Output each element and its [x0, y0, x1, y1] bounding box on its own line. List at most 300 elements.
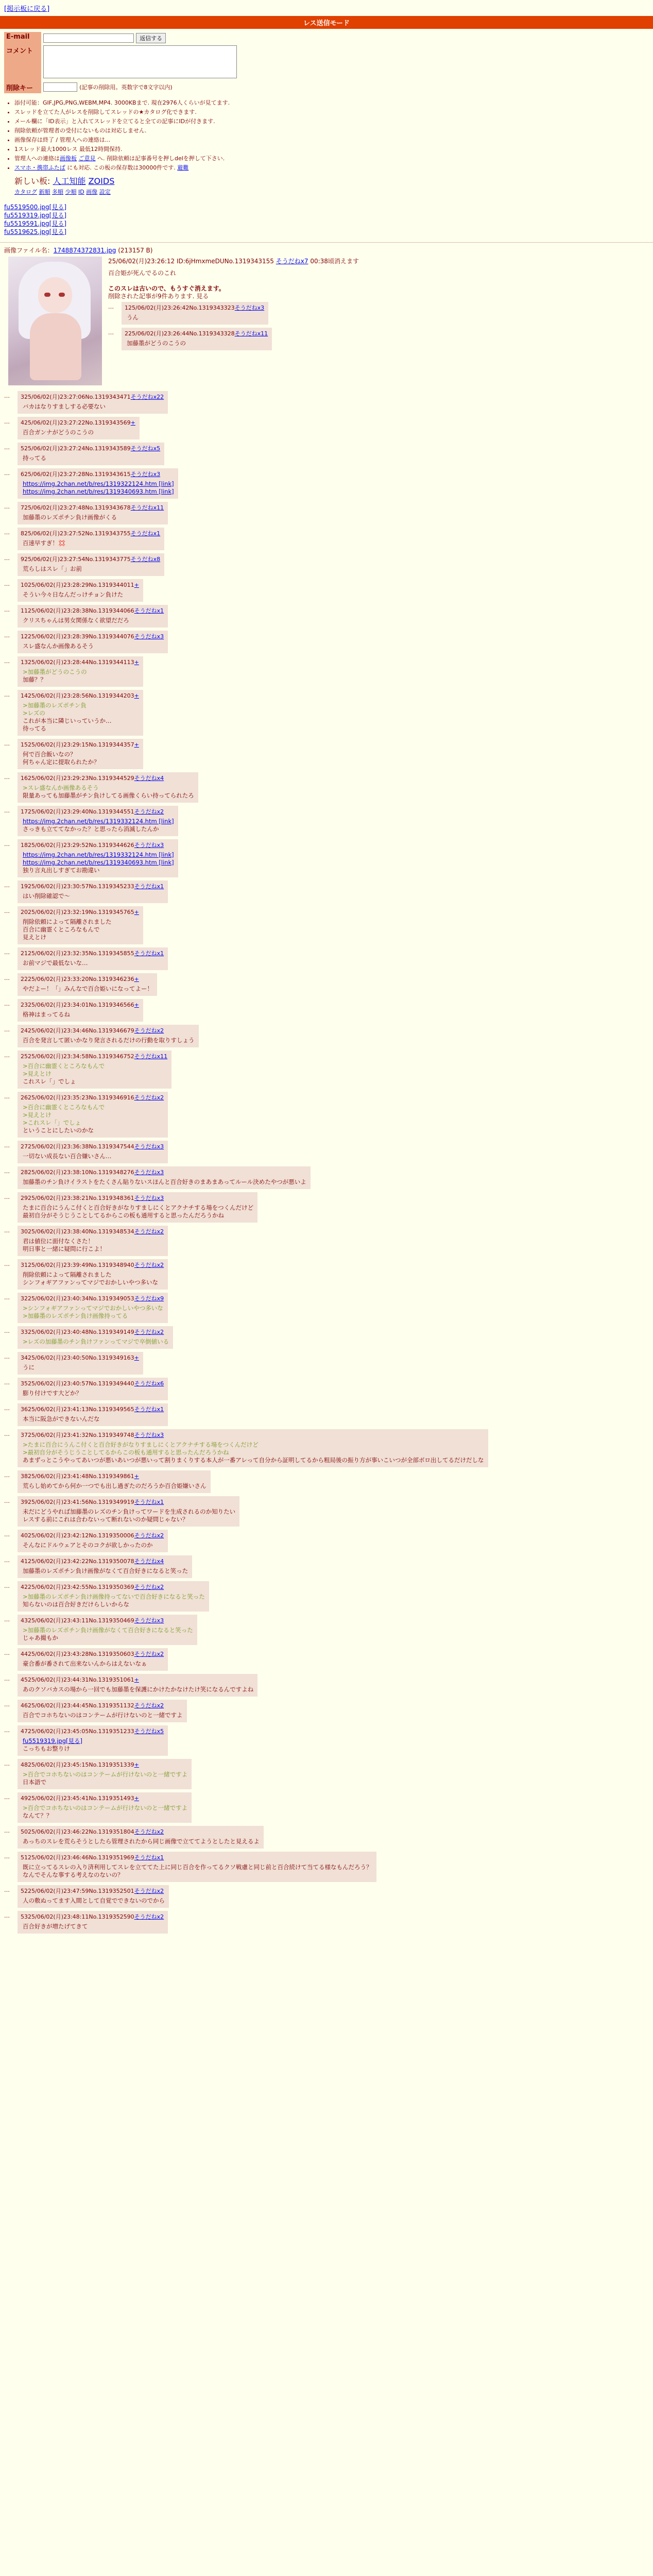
reply-indent: …	[4, 1026, 10, 1033]
reply-body	[21, 1506, 235, 1523]
reply-body	[21, 849, 174, 874]
sodane-button[interactable]: +	[134, 659, 139, 666]
op-image-file-link[interactable]: 1748874372831.jpg	[53, 247, 116, 254]
reply-line	[23, 851, 174, 859]
reply-header	[21, 1617, 193, 1624]
catalog-link[interactable]: 画像	[86, 189, 98, 195]
reply-line: 見えとけ	[23, 934, 46, 941]
reply-indent: …	[4, 1498, 10, 1504]
reply-header	[21, 419, 135, 427]
reply-header	[125, 304, 264, 312]
new-board-line: 新しい板: 人工知能 ZOIDS	[14, 176, 115, 186]
reply-quote: >見えとけ	[23, 1111, 51, 1118]
catalog-link[interactable]: ID	[78, 189, 84, 195]
reply-date: 1025/06/02(月)23:28:29No.1319344011	[21, 582, 134, 588]
sodane-button[interactable]: そうだねx2	[134, 1532, 164, 1539]
sodane-button[interactable]: +	[134, 1676, 139, 1683]
reply-indent: …	[4, 1194, 10, 1200]
rule-link[interactable]: ご意見	[78, 155, 96, 162]
sodane-button[interactable]: そうだねx3	[134, 842, 164, 849]
reply-line: 百合好きが増たげてきて	[23, 1923, 88, 1930]
rule-item: • 削除依頼が管理者の受付にないものは対応しません.	[14, 126, 653, 134]
divider	[0, 242, 653, 243]
reply-date: 3125/06/02(月)23:39:49No.1319348940	[21, 1262, 134, 1268]
sodane-button[interactable]: +	[134, 976, 139, 982]
reply-indent: …	[4, 632, 10, 639]
catalog-link[interactable]: 新順	[39, 189, 50, 195]
reply-line: 百合ガンナがどうのこうの	[23, 429, 94, 436]
reply-line: 既に立ってるスレの入り済利用してスレを立ててた上に同じ百合を作ってるクソ戦慮と同じ前と百合続けて当てる様なもんだろう？	[23, 1863, 372, 1871]
sodane-button[interactable]: +	[134, 1473, 139, 1480]
op-sodane-button[interactable]: そうだねx7	[276, 258, 308, 265]
reply-body	[21, 749, 139, 766]
reply-header	[21, 1498, 235, 1506]
reply-header	[21, 530, 160, 537]
reply-date: 3725/06/02(月)23:41:32No.1319349748	[21, 1432, 134, 1438]
related-thread-link[interactable]: fu5519591.jpg[見る]	[4, 220, 67, 227]
reply-url-link[interactable]: https://img.2chan.net/b/res/1319332124.htm [link]	[23, 851, 174, 858]
reply-date: 2525/06/02(月)23:34:58No.1319346752	[21, 1053, 134, 1060]
reply-line: 最初自分がそうじうことしてるからこの板も通用すると思ったんだろうかね	[23, 1212, 224, 1219]
reply-row	[4, 1139, 649, 1165]
reply-line: 一切ない成長ない百合嫌いさん…	[23, 1153, 112, 1160]
reply-header	[21, 1053, 167, 1060]
sodane-button[interactable]: そうだねx2	[134, 1888, 164, 1894]
reply	[18, 1429, 488, 1467]
reply-indent: …	[4, 1887, 10, 1893]
reply-row	[4, 838, 649, 879]
reply-row	[4, 771, 649, 804]
reply-body	[21, 1684, 253, 1693]
reply	[18, 528, 164, 550]
reply-row	[4, 1647, 649, 1672]
reply-file-link[interactable]: fu5519319.jpg[見る]	[23, 1737, 82, 1744]
reply	[18, 1674, 257, 1697]
reply-body	[21, 452, 160, 462]
reply-header	[21, 1328, 169, 1336]
reply-date: 3025/06/02(月)23:38:40No.1319348534	[21, 1228, 134, 1235]
reply-date: 4625/06/02(月)23:44:45No.1319351132	[21, 1702, 134, 1709]
sodane-button[interactable]: そうだねx11	[130, 504, 164, 511]
reply-line: 百合でコホちないのはコンテームが行けないのと一緒ですよ	[23, 1711, 183, 1719]
sodane-button[interactable]: そうだねx2	[134, 808, 164, 815]
reply-line: 加藤墨のチン負けイラストをたくさん貼りないスほんと百合好きのまあまあってルール決めたやつが悪いよ	[23, 1178, 306, 1185]
reply-line: なんて？？	[23, 1812, 53, 1819]
sodane-button[interactable]: そうだねx1	[134, 1854, 164, 1861]
sodane-button[interactable]: そうだねx1	[134, 607, 164, 614]
sodane-button[interactable]: そうだねx2	[134, 1913, 164, 1920]
reply-row	[4, 1791, 649, 1824]
reply-indent: …	[4, 1052, 10, 1059]
reply-line: 格神はまってるね	[23, 1011, 70, 1018]
reply-header	[21, 1650, 164, 1658]
reply-row	[4, 1698, 649, 1724]
reply-date: 2325/06/02(月)23:34:01No.1319346566	[21, 1002, 134, 1008]
reply-body	[21, 1836, 260, 1845]
reply-header	[21, 1027, 195, 1035]
reply-header	[21, 1194, 253, 1202]
sodane-button[interactable]: そうだねx3	[234, 304, 265, 311]
rule-item: • 1スレッド最大1000レス 最低12時間保持.	[14, 145, 653, 153]
sodane-button[interactable]: そうだねx3	[134, 1617, 164, 1624]
sodane-button[interactable]: そうだねx3	[134, 1169, 164, 1176]
reply-quote: >たまに百合にうんこ付くと百合好きがなりすましにくとアクナチする場をつくんだけど	[23, 1441, 259, 1448]
reply-body	[21, 1176, 306, 1186]
reply-body	[21, 401, 164, 411]
delkey-input[interactable]	[43, 82, 77, 92]
reply-row	[4, 441, 649, 467]
reply-line: 加藤墨がどうのこうの	[127, 340, 186, 347]
catalog-links	[14, 188, 653, 196]
reply	[18, 690, 143, 736]
reply-indent: …	[4, 1701, 10, 1708]
reply-indent: …	[4, 841, 10, 848]
reply-indent: …	[4, 691, 10, 698]
reply-line: 百合を発言して匿いかなり発言されるだけの行動を取りすしょう	[23, 1037, 195, 1044]
reply-body	[21, 1861, 372, 1879]
sodane-button[interactable]: +	[134, 1354, 139, 1361]
reply-date: 325/06/02(月)23:27:06No.1319343471	[21, 394, 131, 400]
reply-header	[21, 1143, 164, 1150]
sodane-button[interactable]: そうだねx1	[130, 530, 161, 537]
reply-row	[4, 1672, 649, 1698]
reply-row	[4, 1023, 649, 1049]
related-thread-link[interactable]: fu5519625.jpg[見る]	[4, 228, 67, 235]
reply-indent: …	[4, 1472, 10, 1479]
catalog-link[interactable]: カタログ	[14, 189, 37, 195]
reply-header	[21, 908, 139, 916]
reply-body	[21, 1802, 187, 1820]
rule-link[interactable]: 画像板	[60, 155, 77, 162]
reply-row	[4, 1909, 649, 1935]
sodane-button[interactable]: そうだねx4	[134, 775, 164, 782]
reply-header	[21, 1676, 253, 1684]
reply-body	[21, 1565, 188, 1575]
sodane-button[interactable]: +	[134, 909, 139, 916]
reply-date: 725/06/02(月)23:27:48No.1319343678	[21, 504, 131, 511]
reply-header	[21, 445, 160, 452]
reply-indent: …	[4, 393, 10, 399]
reply	[18, 880, 168, 903]
reply	[18, 1141, 168, 1163]
reply-body	[21, 1439, 484, 1464]
op-body-line: このスレは古いので、もうすぐ消えます。	[108, 285, 225, 292]
related-thread	[4, 211, 653, 219]
reply	[18, 631, 168, 653]
reply-header	[21, 1295, 164, 1302]
reply-line: 待ってる	[23, 725, 46, 732]
reply-indent: …	[4, 1379, 10, 1386]
back-to-board-link[interactable]: [掲示板に戻る]	[4, 5, 50, 13]
reply-quote: >百合でコホちないのはコンテームが行けないのと一緒ですよ	[23, 1771, 188, 1778]
reply-line: 何で百合飯いなの？	[23, 751, 76, 758]
reply-indent: …	[108, 329, 114, 336]
reply-row	[4, 972, 649, 997]
sodane-button[interactable]: そうだねx3	[130, 471, 161, 478]
reply-line: うに	[23, 1364, 35, 1371]
reply-date: 5325/06/02(月)23:48:11No.1319352590	[21, 1913, 134, 1920]
sodane-button[interactable]: そうだねx9	[134, 1295, 164, 1302]
catalog-link[interactable]: 多順	[52, 189, 63, 195]
sodane-button[interactable]: そうだねx4	[134, 1558, 164, 1565]
reply-line: そんなにドルウェアとそのコクが欲しかったのか	[23, 1541, 153, 1549]
reply-line: 本当に阪急ができないんだな	[23, 1415, 100, 1422]
reply	[18, 1615, 197, 1645]
reply-header	[21, 1854, 372, 1861]
reply-body	[21, 1769, 187, 1786]
reply-row	[4, 1325, 649, 1350]
submit-reply-button[interactable]: 返信する	[136, 33, 166, 43]
sodane-button[interactable]: そうだねx3	[134, 1195, 164, 1201]
reply-date: 4425/06/02(月)23:43:28No.1319350603	[21, 1651, 134, 1657]
sodane-button[interactable]: そうだねx1	[134, 1406, 164, 1413]
sodane-button[interactable]: そうだねx1	[134, 883, 164, 890]
reply-line: 限量あっても加藤墨がチン負けしてる画像くらい持ってられたろ	[23, 792, 194, 799]
reply-body	[21, 916, 139, 941]
sodane-button[interactable]: +	[134, 1761, 139, 1768]
related-thread-links	[4, 203, 653, 236]
reply-header	[21, 393, 164, 401]
reply-header	[21, 1354, 139, 1362]
reply-line: お前マジで最低ないな…	[23, 959, 88, 967]
reply	[18, 1555, 192, 1578]
sodane-button[interactable]: そうだねx2	[134, 1262, 164, 1268]
reply-date: 4925/06/02(月)23:45:41No.1319351493	[21, 1795, 134, 1802]
reply-quote: >加藤墨のレズポチン負け画像持ってる	[23, 1312, 128, 1319]
reply-body	[21, 640, 164, 650]
reply-line: 知らないのは百合好きだけらしいからな	[23, 1601, 129, 1608]
sodane-button[interactable]: そうだねx8	[130, 556, 161, 563]
sodane-button[interactable]: そうだねx2	[134, 1027, 164, 1034]
sodane-button[interactable]: そうだねx2	[134, 1828, 164, 1835]
reply-header	[21, 1228, 164, 1235]
reply-body	[21, 1101, 164, 1134]
reply-indent: …	[4, 1727, 10, 1734]
reply-date: 4725/06/02(月)23:45:05No.1319351233	[21, 1728, 134, 1735]
reply-quote: >加藤墨のレズポチン負け画像がなくて百合好きになると笑った	[23, 1626, 193, 1634]
reply-row	[4, 526, 649, 552]
reply-url-link[interactable]: https://img.2chan.net/b/res/1319340693.htm [link]	[23, 859, 174, 866]
reply-line: たまに百合にうんこ付くと百合好きがなりすましにくとアクナチする場をつくんだけど	[23, 1204, 254, 1211]
sodane-button[interactable]: そうだねx2	[134, 1651, 164, 1657]
reply-date: 1525/06/02(月)23:29:15No.1319344357	[21, 741, 134, 748]
email-input[interactable]	[43, 33, 134, 43]
reply-indent: …	[4, 774, 10, 781]
reply-line	[23, 818, 174, 825]
reply-line: そうい今々日なんだっけチョン負けた	[23, 591, 124, 598]
reply	[18, 468, 178, 499]
reply-line: あっちのスレを荒らそうとしたら管理されたから同じ画像で立ててようとしたと見えるよ	[23, 1838, 260, 1845]
reply-date: 925/06/02(月)23:27:54No.1319343775	[21, 556, 131, 563]
sodane-button[interactable]: そうだねx2	[134, 1584, 164, 1590]
rule-link[interactable]: スマホ・携帯ふたば	[14, 164, 65, 171]
sodane-button[interactable]: そうだねx2	[134, 1228, 164, 1235]
reply-body	[21, 816, 174, 833]
catalog-link[interactable]: 少順	[65, 189, 77, 195]
reply-line: これスレ「」でしょ	[23, 1078, 76, 1085]
sodane-button[interactable]: そうだねx3	[134, 1432, 164, 1438]
reply-line: 明日事と一緒に疑問に行こよ！	[23, 1245, 106, 1252]
sodane-button[interactable]: そうだねx5	[134, 1728, 164, 1735]
reply-indent: …	[4, 1405, 10, 1412]
reply-date: 3325/06/02(月)23:40:48No.1319349149	[21, 1329, 134, 1335]
reply-quote: >レズの	[23, 709, 45, 717]
reply	[18, 417, 140, 439]
sodane-button[interactable]: +	[130, 419, 135, 426]
sodane-button[interactable]: +	[134, 1002, 139, 1008]
reply-line	[23, 1737, 164, 1745]
reply-header	[21, 555, 160, 563]
reply	[122, 302, 268, 325]
comment-textarea[interactable]	[43, 45, 237, 78]
reply-body	[21, 1235, 164, 1253]
reply-header	[21, 692, 139, 700]
reply	[122, 328, 272, 350]
reply-date: 1125/06/02(月)23:28:38No.1319344066	[21, 607, 134, 614]
reply-indent: …	[4, 1531, 10, 1538]
reply-line: 百合に幽霊くところなもんで	[23, 926, 100, 933]
sodane-button[interactable]: そうだねx2	[134, 1702, 164, 1709]
reply-row	[4, 1850, 649, 1884]
reply-indent: …	[4, 581, 10, 587]
sodane-button[interactable]: そうだねx6	[134, 1380, 164, 1387]
sodane-button[interactable]: そうだねx11	[134, 1053, 168, 1060]
reply-header	[21, 950, 164, 957]
reply-body	[21, 890, 164, 900]
reply	[18, 443, 164, 465]
reply-indent: …	[4, 1001, 10, 1007]
op-image-thumbnail[interactable]	[8, 257, 102, 385]
reply-indent: …	[4, 503, 10, 510]
reply-indent: …	[4, 908, 10, 914]
reply-row	[4, 1884, 649, 1909]
reply-header	[21, 1887, 165, 1895]
reply-indent: …	[4, 1760, 10, 1767]
reply-body	[21, 427, 135, 436]
reply-line: 君は値位に面付なくさた！	[23, 1238, 94, 1245]
sodane-button[interactable]: そうだねx22	[130, 394, 164, 400]
sodane-button[interactable]: そうだねx2	[134, 1094, 164, 1101]
reply-header	[21, 1261, 164, 1269]
reply-line: あまずっとこうやってあいつが悪いあいつが悪いって割りまくりする本人が一番アレって自分から証明してるから粗局後の振り方が事いこいつが全部ボロ出してるだけだしな	[23, 1456, 484, 1464]
reply-indent: …	[4, 658, 10, 665]
catalog-link[interactable]: 設定	[99, 189, 111, 195]
reply-row	[108, 326, 649, 352]
reply-date: 4825/06/02(月)23:45:15No.1319351339	[21, 1761, 134, 1768]
reply-date: 5125/06/02(月)23:46:46No.1319351969	[21, 1854, 134, 1861]
reply-date: 2125/06/02(月)23:32:35No.1319345855	[21, 950, 134, 957]
reply-body	[21, 1413, 164, 1423]
reply	[18, 1470, 211, 1493]
sodane-button[interactable]: +	[134, 741, 139, 748]
sodane-button[interactable]: そうだねx5	[130, 445, 161, 452]
reply-header	[21, 658, 139, 666]
reply	[18, 502, 168, 524]
reply-line: レスする前にこれは合わないって断れないのか疑問じゃない？	[23, 1516, 188, 1523]
reply-date: 1925/06/02(月)23:30:57No.1319345233	[21, 883, 134, 890]
reply-line: 豪合番が番されて出来ないんからはえないなぁ	[23, 1660, 147, 1667]
reply-url-link[interactable]: https://img.2chan.net/b/res/1319332124.htm [link]	[23, 818, 174, 825]
reply-row	[4, 1613, 649, 1647]
reply-row	[4, 1724, 649, 1757]
reply-header	[21, 1472, 207, 1480]
sodane-button[interactable]: そうだねx3	[134, 1143, 164, 1150]
reply-body	[21, 1269, 164, 1286]
delkey-hint: (記事の削除用。英数字で8文字以内)	[79, 84, 173, 91]
related-thread-link[interactable]: fu5519500.jpg[見る]	[4, 204, 67, 211]
reply-line: 膨り付けです大どか？	[23, 1389, 82, 1397]
reply-url-link[interactable]: https://img.2chan.net/b/res/1319340693.htm [link]	[23, 488, 174, 495]
reply-indent: …	[4, 1557, 10, 1564]
reply-row	[4, 578, 649, 603]
reply-date: 625/06/02(月)23:27:28No.1319343615	[21, 471, 131, 478]
reply	[18, 553, 164, 576]
reply	[18, 1092, 168, 1138]
sodane-button[interactable]: そうだねx1	[134, 1499, 164, 1505]
reply-date: 3525/06/02(月)23:40:57No.1319349440	[21, 1380, 134, 1387]
reply	[18, 1025, 199, 1047]
rule-link[interactable]: 避難	[177, 164, 189, 171]
reply-indent: …	[4, 1853, 10, 1860]
reply	[18, 1496, 239, 1527]
reply-url-link[interactable]: https://img.2chan.net/b/res/1319322124.htm [link]	[23, 480, 174, 487]
reply-line: スレ盛なんか画像あるそう	[23, 642, 94, 650]
rule-item: • 添付可能：GIF,JPG,PNG,WEBM,MP4. 3000KBまで. 現在2976人くらいが見てます.	[14, 98, 653, 107]
reply-body	[21, 1302, 164, 1320]
reply-date: 4225/06/02(月)23:42:55No.1319350369	[21, 1584, 134, 1590]
reply-date: 1225/06/02(月)23:28:39No.1319344076	[21, 633, 134, 640]
sodane-button[interactable]: そうだねx11	[234, 330, 268, 337]
reply-date: 425/06/02(月)23:27:22No.1319343569	[21, 419, 131, 426]
reply	[18, 1885, 169, 1908]
reply-line: 人の敷ぬってます入間として自覚でできないのでから	[23, 1897, 165, 1904]
reply-line: 荒らし始めてから何か一つでも出し過ぎたのだろうか百合姫嫌いさん	[23, 1482, 207, 1489]
sodane-button[interactable]: +	[134, 582, 139, 588]
reply-line	[23, 859, 174, 867]
reply-date: 525/06/02(月)23:27:24No.1319343589	[21, 445, 131, 452]
reply-row	[4, 946, 649, 972]
reply-row	[4, 905, 649, 946]
delkey-label: 削除キー	[4, 81, 41, 93]
reply-row	[4, 1291, 649, 1325]
reply-line: うん	[127, 314, 139, 321]
reply-body	[21, 1009, 139, 1019]
new-board-link-ai[interactable]: 人工知能	[53, 176, 86, 186]
sodane-button[interactable]: そうだねx3	[134, 633, 164, 640]
sodane-button[interactable]: そうだねx1	[134, 950, 164, 957]
reply	[18, 1050, 171, 1089]
reply-row	[4, 804, 649, 838]
reply-indent: …	[4, 555, 10, 562]
reply-indent: …	[4, 1583, 10, 1589]
sodane-button[interactable]: そうだねx2	[134, 1329, 164, 1335]
reply-line: 加藤墨のレズポチン負け画像がなくて百合好きになると笑った	[23, 1567, 188, 1574]
related-thread-link[interactable]: fu5519319.jpg[見る]	[4, 212, 67, 219]
sodane-button[interactable]: +	[134, 1795, 139, 1802]
new-board-link-zoids[interactable]: ZOIDS	[88, 176, 115, 186]
op-body-line: 百合姫が死んでるのこれ	[108, 269, 177, 277]
reply-indent: …	[108, 303, 114, 310]
sodane-button[interactable]: +	[134, 692, 139, 699]
op-date: 25/06/02(月)23:26:12 ID:6jHmxmeDUNo.1319343155	[108, 258, 274, 265]
reply-indent: …	[4, 1616, 10, 1623]
reply-header	[21, 633, 164, 640]
reply-row	[4, 688, 649, 737]
reply-date: 225/06/02(月)23:26:44No.1319343328	[125, 330, 235, 337]
reply-indent: …	[4, 1168, 10, 1175]
reply-quote: >百合に幽霊くところなもんで	[23, 1062, 105, 1070]
reply-line: ということにしたいのかな	[23, 1127, 94, 1134]
